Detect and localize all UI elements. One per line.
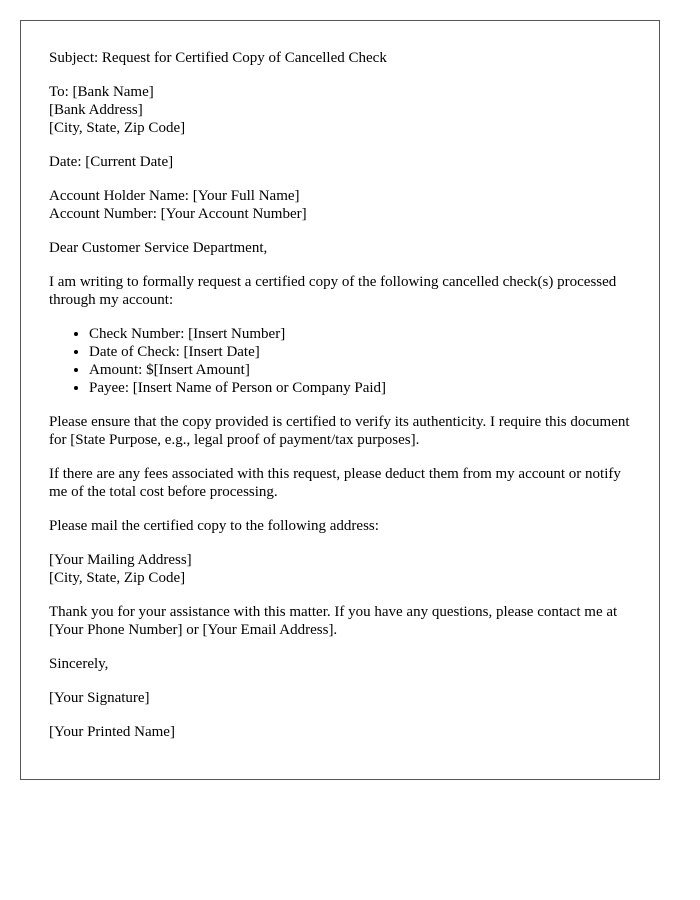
thanks-paragraph: Thank you for your assistance with this matter. If you have any questions, please contact me at [Your Phone Number] or [Your Email Address].: [49, 604, 618, 638]
account-number: Account Number: [Your Account Number]: [49, 206, 307, 222]
date-text: Date: [Current Date]: [49, 154, 174, 170]
check-details-list: [49, 325, 631, 397]
intro-paragraph: I am writing to formally request a certified copy of the following cancelled check(s) processed through my account:: [49, 274, 617, 308]
check-detail-item: • Payee: [Insert Name of Person or Company Paid]: [89, 379, 631, 397]
recipient-block: [49, 83, 631, 137]
check-detail-item: • Amount: $[Insert Amount]: [89, 361, 631, 379]
mailing-address-block: [49, 551, 631, 587]
salutation-block: [49, 239, 631, 257]
date-block: [49, 153, 631, 171]
closing-text: Sincerely,: [49, 656, 109, 672]
fees-paragraph: If there are any fees associated with this request, please deduct them from my account or notify me of the total cost before processing.: [49, 466, 621, 500]
account-block: [49, 187, 631, 223]
recipient-to: To: [Bank Name]: [49, 84, 154, 100]
salutation-text: Dear Customer Service Department,: [49, 240, 268, 256]
subject-line: [49, 49, 631, 67]
printed-name-text: [Your Printed Name]: [49, 724, 175, 740]
signature-text: [Your Signature]: [49, 690, 150, 706]
check-detail-item: • Check Number: [Insert Number]: [89, 325, 631, 343]
printed-name-block: [49, 723, 631, 741]
closing-block: [49, 655, 631, 673]
recipient-address: [Bank Address]: [49, 102, 143, 118]
account-holder: Account Holder Name: [Your Full Name]: [49, 188, 300, 204]
mail-instruction-paragraph: Please mail the certified copy to the following address:: [49, 518, 379, 534]
signature-block: [49, 689, 631, 707]
recipient-city: [City, State, Zip Code]: [49, 120, 186, 136]
letter-document: [20, 20, 660, 780]
mailing-address: [Your Mailing Address]: [49, 552, 192, 568]
mailing-city: [City, State, Zip Code]: [49, 570, 186, 586]
check-detail-item: • Date of Check: [Insert Date]: [89, 343, 631, 361]
subject-text: Subject: Request for Certified Copy of Cancelled Check: [49, 50, 387, 66]
certification-paragraph: Please ensure that the copy provided is certified to verify its authenticity. I require this document for [State Purpose, e.g., legal proof of payment/tax purposes].: [49, 414, 630, 448]
